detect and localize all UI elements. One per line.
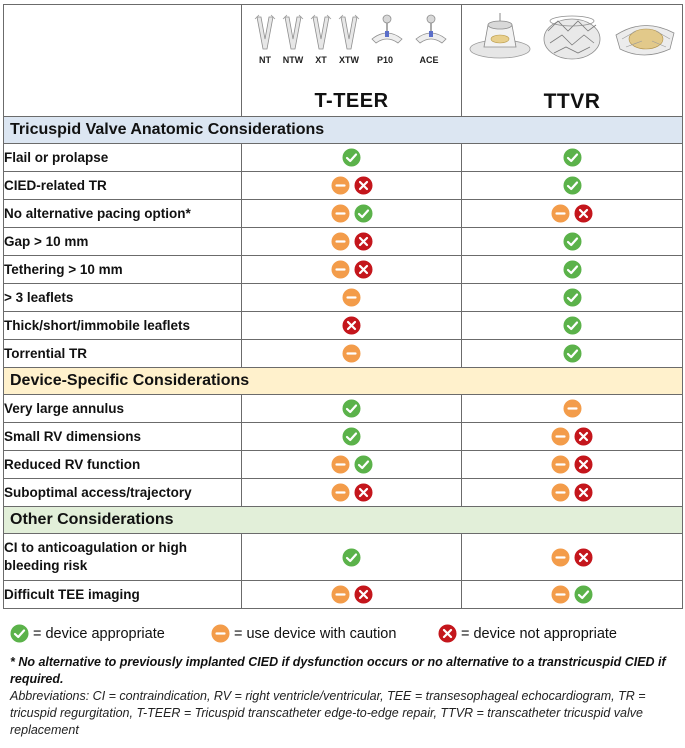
clip-device-ace [414, 13, 444, 65]
row-label: Suboptimal access/trajectory [4, 479, 242, 507]
x-icon [354, 260, 373, 279]
minus-icon [551, 548, 570, 567]
minus-icon [211, 624, 230, 643]
tteer-rating-cell [242, 284, 462, 312]
row-label: Thick/short/immobile leaflets [4, 312, 242, 340]
row-label: Very large annulus [4, 395, 242, 423]
tteer-rating-cell [242, 395, 462, 423]
table-row [4, 144, 683, 172]
section-header [4, 368, 683, 395]
ttvr-rating-cell [462, 423, 683, 451]
table-row [4, 479, 683, 507]
table-row [4, 534, 683, 581]
clip-device-p10 [370, 13, 400, 65]
clip-device-xt [306, 13, 336, 65]
minus-icon [331, 483, 350, 502]
ttvr-rating-cell [462, 340, 683, 368]
ttvr-rating-cell [462, 479, 683, 507]
minus-icon [331, 585, 350, 604]
ttvr-rating-cell [462, 256, 683, 284]
minus-icon [331, 455, 350, 474]
table-row [4, 200, 683, 228]
clip-model-label: XT [315, 55, 327, 65]
valve-device-images [466, 9, 680, 67]
section-title: Device-Specific Considerations [4, 368, 683, 395]
tteer-rating-cell [242, 256, 462, 284]
row-label: Small RV dimensions [4, 423, 242, 451]
check-icon [563, 288, 582, 307]
ttvr-rating-cell [462, 284, 683, 312]
tteer-rating-cell [242, 312, 462, 340]
check-icon [563, 260, 582, 279]
ttvr-rating-cell [462, 144, 683, 172]
tteer-title: T-TEER [314, 90, 389, 112]
legend [10, 624, 680, 646]
row-label: Torrential TR [4, 340, 242, 368]
abbreviations: Abbreviations: CI = contraindication, RV = right ventricle/ventricular, TEE = transesophageal echocardiogram, TR = tricuspid regurgitation, T-TEER = Tricuspid transcatheter edge-to-edge repair, TTVR = transcatheter tricuspid valve replacement [10, 689, 646, 737]
header-empty-cell [4, 5, 242, 117]
legend-appropriate-label: = device appropriate [33, 625, 165, 642]
ttvr-rating-cell [462, 200, 683, 228]
table-row [4, 340, 683, 368]
tteer-rating-cell [242, 144, 462, 172]
tteer-rating-cell [242, 423, 462, 451]
clip-model-label: NTW [282, 55, 304, 65]
check-icon [354, 204, 373, 223]
clip-model-label: NT [259, 55, 271, 65]
row-label: No alternative pacing option* [4, 200, 242, 228]
check-icon [563, 148, 582, 167]
valve-image-2 [544, 16, 600, 59]
x-icon [342, 316, 361, 335]
tteer-rating-cell [242, 479, 462, 507]
minus-icon [551, 585, 570, 604]
consideration-table [3, 4, 683, 609]
table-row [4, 172, 683, 200]
footnote: * No alternative to previously implanted CIED if dysfunction occurs or no alternative to a transtricuspid CIED if required. [10, 655, 666, 686]
x-icon [574, 548, 593, 567]
section-title: Tricuspid Valve Anatomic Considerations [4, 117, 683, 144]
check-icon [342, 548, 361, 567]
clip-model-label: XTW [339, 55, 359, 65]
header-row [4, 5, 683, 117]
ttvr-header-cell [462, 5, 683, 117]
minus-icon [331, 204, 350, 223]
table-row [4, 256, 683, 284]
check-icon [10, 624, 29, 643]
check-icon [563, 344, 582, 363]
legend-appropriate [10, 624, 165, 643]
x-icon [574, 427, 593, 446]
check-icon [563, 232, 582, 251]
check-icon [342, 399, 361, 418]
row-label: CI to anticoagulation or high bleeding risk [4, 534, 242, 581]
ttvr-title: TTVR [543, 90, 601, 113]
x-icon [354, 232, 373, 251]
minus-icon [342, 344, 361, 363]
ttvr-rating-cell [462, 534, 683, 581]
valve-image-3 [616, 25, 674, 55]
section-header [4, 117, 683, 144]
legend-caution [211, 624, 396, 643]
section-header [4, 507, 683, 534]
row-label: Flail or prolapse [4, 144, 242, 172]
tteer-header-cell [242, 5, 462, 117]
minus-icon [551, 483, 570, 502]
clip-device-ntw [278, 13, 308, 65]
minus-icon [563, 399, 582, 418]
check-icon [342, 148, 361, 167]
check-icon [563, 316, 582, 335]
ttvr-rating-cell [462, 395, 683, 423]
table-row [4, 395, 683, 423]
minus-icon [331, 176, 350, 195]
table-row [4, 451, 683, 479]
minus-icon [331, 260, 350, 279]
clip-device-nt [250, 13, 280, 65]
tteer-rating-cell [242, 581, 462, 609]
check-icon [574, 585, 593, 604]
table-row [4, 312, 683, 340]
tteer-rating-cell [242, 534, 462, 581]
check-icon [563, 176, 582, 195]
x-icon [354, 176, 373, 195]
x-icon [438, 624, 457, 643]
x-icon [574, 455, 593, 474]
tteer-rating-cell [242, 451, 462, 479]
check-icon [354, 455, 373, 474]
x-icon [354, 483, 373, 502]
ttvr-rating-cell [462, 228, 683, 256]
row-label: Reduced RV function [4, 451, 242, 479]
valve-image-1 [470, 13, 530, 58]
row-label: CIED-related TR [4, 172, 242, 200]
minus-icon [551, 427, 570, 446]
minus-icon [342, 288, 361, 307]
table-row [4, 228, 683, 256]
clip-device-xtw [334, 13, 364, 65]
row-label: Gap > 10 mm [4, 228, 242, 256]
clip-model-label: ACE [419, 55, 439, 65]
legend-not-appropriate-label: = device not appropriate [461, 625, 617, 642]
table-row [4, 284, 683, 312]
tteer-rating-cell [242, 172, 462, 200]
clip-model-label: P10 [376, 55, 393, 65]
ttvr-rating-cell [462, 312, 683, 340]
x-icon [574, 204, 593, 223]
ttvr-rating-cell [462, 172, 683, 200]
clip-device-images [248, 13, 456, 77]
check-icon [342, 427, 361, 446]
minus-icon [551, 204, 570, 223]
section-title: Other Considerations [4, 507, 683, 534]
legend-caution-label: = use device with caution [234, 625, 397, 642]
row-label: Difficult TEE imaging [4, 581, 242, 609]
row-label: > 3 leaflets [4, 284, 242, 312]
tteer-rating-cell [242, 200, 462, 228]
legend-not-appropriate [438, 624, 617, 643]
tteer-rating-cell [242, 228, 462, 256]
x-icon [574, 483, 593, 502]
minus-icon [331, 232, 350, 251]
row-label: Tethering > 10 mm [4, 256, 242, 284]
table-row [4, 423, 683, 451]
minus-icon [551, 455, 570, 474]
tteer-rating-cell [242, 340, 462, 368]
x-icon [354, 585, 373, 604]
ttvr-rating-cell [462, 451, 683, 479]
ttvr-rating-cell [462, 581, 683, 609]
table-row [4, 581, 683, 609]
